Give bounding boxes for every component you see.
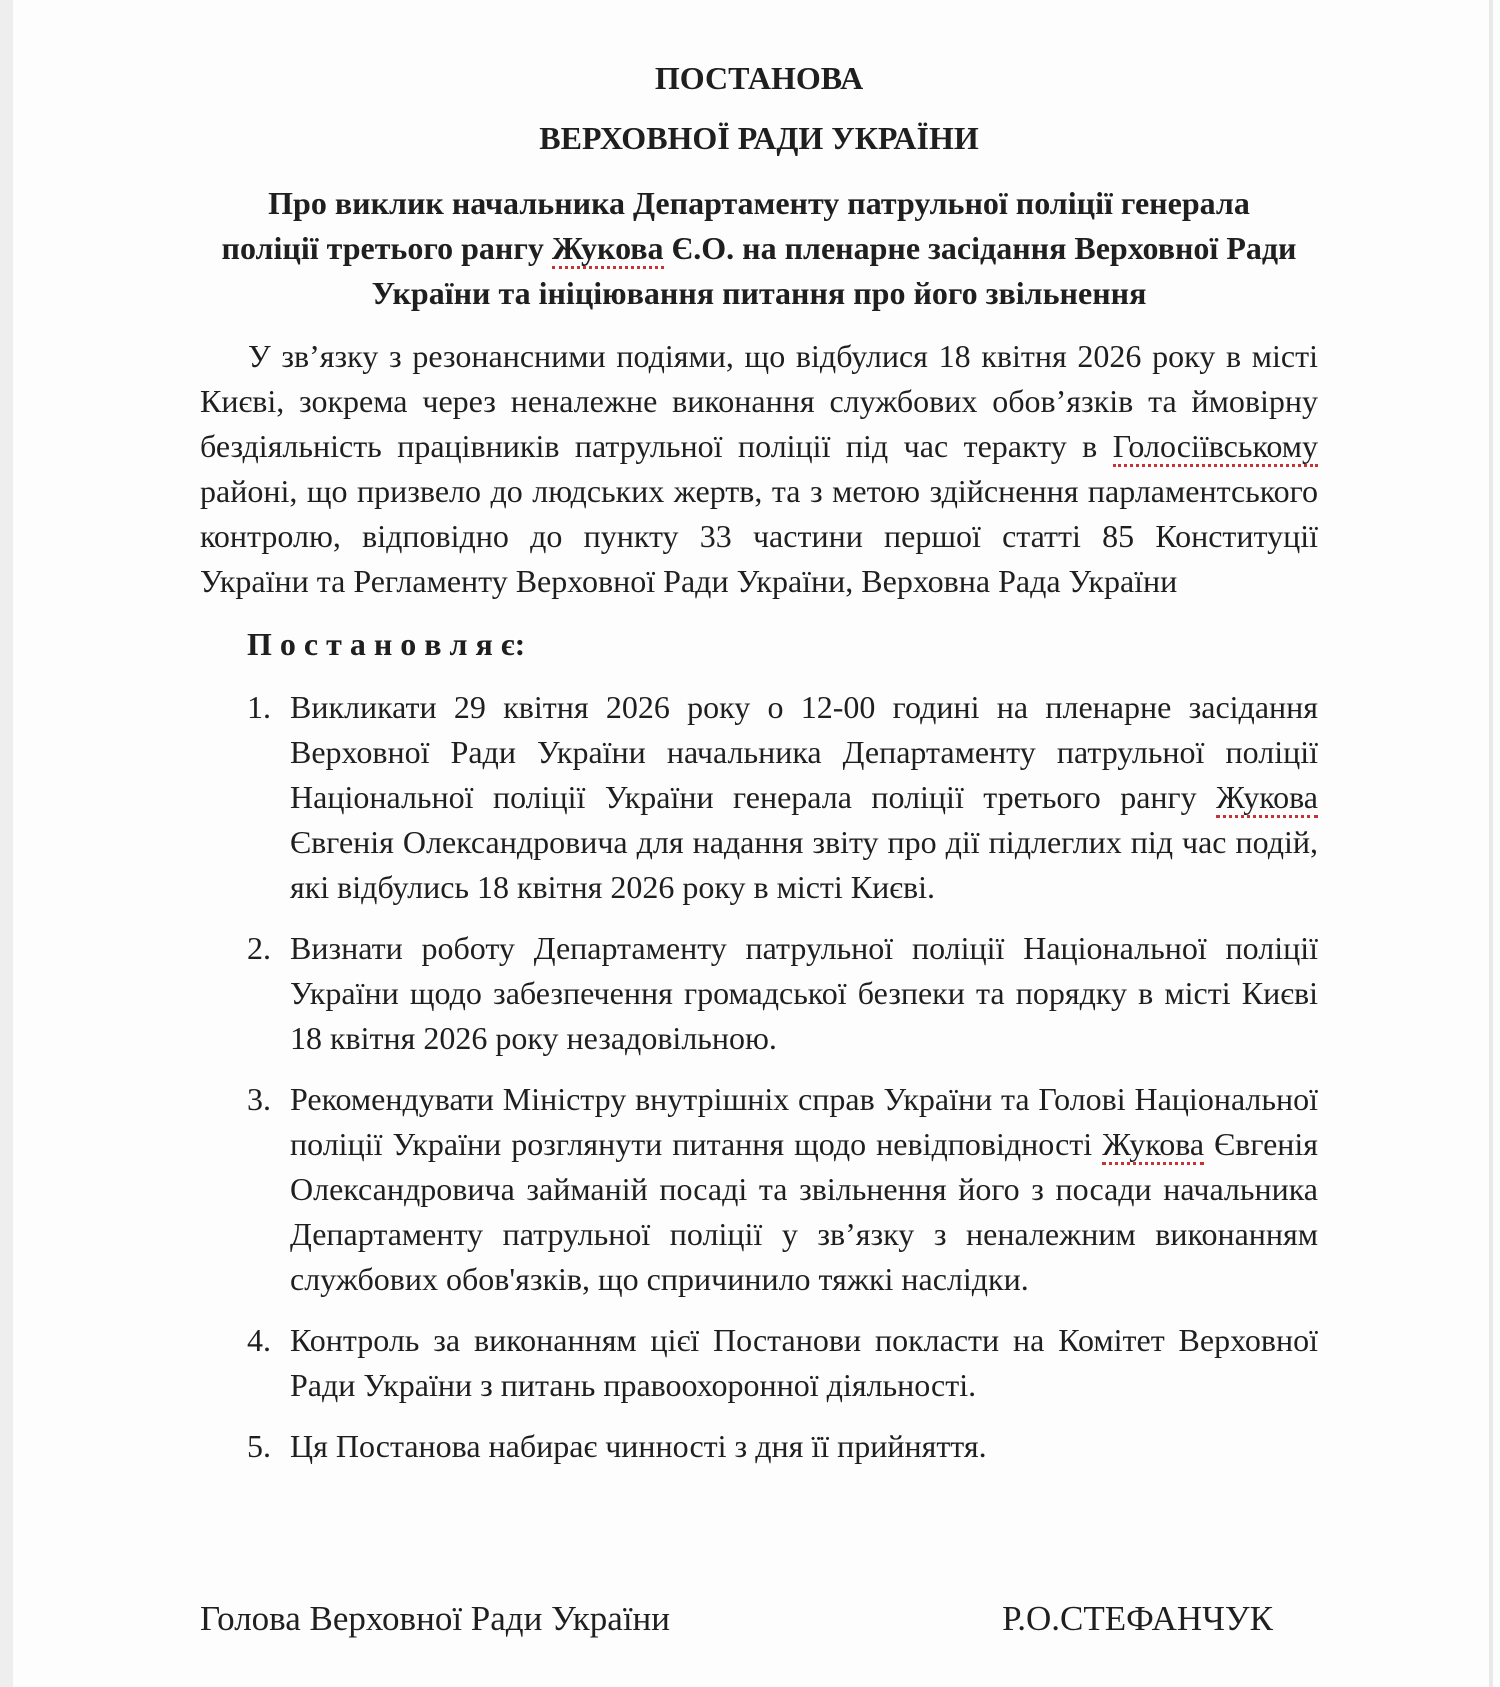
resolution-item (247, 1318, 1318, 1408)
text-segment: Викликати 29 квітня 2026 року о 12-00 годині на пленарне засідання (290, 689, 1318, 725)
text-line (290, 1363, 1318, 1408)
text-line (290, 775, 1318, 820)
resolution-document (200, 0, 1318, 1469)
item-text (290, 1077, 1318, 1302)
resolution-item (247, 1077, 1318, 1302)
item-text (290, 685, 1318, 910)
text-line (200, 226, 1318, 271)
signature-title: Голова Верховної Ради України (200, 1599, 671, 1638)
spellcheck-underlined-word: Голосіївському (1113, 428, 1318, 467)
text-segment: контролю, відповідно до пункту 33 частини першої статті 85 Конституції (200, 518, 1318, 554)
text-line (290, 820, 1318, 865)
text-segment: Ця Постанова набирає чинності з дня її прийняття. (290, 1428, 987, 1464)
item-number: 4. (247, 1322, 271, 1358)
text-segment: Про виклик начальника Департаменту патрульної поліції генерала (268, 185, 1250, 221)
text-segment: Департаменту патрульної поліції у зв’язку з неналежним виконанням (290, 1216, 1318, 1252)
text-segment: Є.О. на пленарне засідання Верховної Ради (663, 230, 1297, 266)
text-segment: які відбулись 18 квітня 2026 року в місті Києві. (290, 869, 935, 905)
document-subtitle: ВЕРХОВНОЇ РАДИ УКРАЇНИ (539, 120, 979, 156)
text-line (290, 1077, 1318, 1122)
text-line (290, 1318, 1318, 1363)
item-number: 1. (247, 689, 271, 725)
document-heading (200, 181, 1318, 316)
text-segment: Рекомендувати Міністру внутрішніх справ України та Голові Національної (290, 1081, 1318, 1117)
text-line (200, 334, 1318, 379)
text-segment: службових обов'язків, що спричинило тяжкі наслідки. (290, 1261, 1029, 1297)
text-line (290, 926, 1318, 971)
text-line (290, 1167, 1318, 1212)
text-line (290, 730, 1318, 775)
text-line (290, 1424, 1318, 1469)
text-line (290, 1212, 1318, 1257)
resolve-label: П о с т а н о в л я є: (247, 626, 526, 662)
spellcheck-underlined-word: Жукова (1102, 1126, 1204, 1165)
text-segment: поліції третього рангу (221, 230, 552, 266)
spellcheck-underlined-word: Жукова (1216, 779, 1318, 818)
text-line (290, 1016, 1318, 1061)
resolution-item (247, 685, 1318, 910)
text-line (290, 865, 1318, 910)
item-number: 5. (247, 1428, 271, 1464)
text-segment: Контроль за виконанням цієї Постанови покласти на Комітет Верховної (290, 1322, 1318, 1358)
text-segment: поліції України розглянути питання щодо невідповідності (290, 1126, 1103, 1162)
text-segment: Євгенія (1204, 1126, 1319, 1162)
text-segment: України щодо забезпечення громадської безпеки та порядку в місті Києві (290, 975, 1318, 1011)
item-number: 3. (247, 1081, 271, 1117)
text-segment: Києві, зокрема через неналежне виконання службових обов’язків та ймовірну (200, 383, 1318, 419)
item-number: 2. (247, 930, 271, 966)
page-left-edge-shading (0, 0, 13, 1687)
text-line (290, 1122, 1318, 1167)
text-line (200, 271, 1318, 316)
text-segment: 18 квітня 2026 року незадовільною. (290, 1020, 777, 1056)
text-segment: бездіяльність працівників патрульної поліції під час теракту в (200, 428, 1113, 464)
text-segment: Визнати роботу Департаменту патрульної поліції Національної поліції (290, 930, 1318, 966)
text-line (200, 181, 1318, 226)
signature-row (200, 1596, 1273, 1641)
resolution-item (247, 1424, 1318, 1469)
intro-paragraph (200, 334, 1318, 604)
text-segment: районі, що призвело до людських жертв, та з метою здійснення парламентського (200, 473, 1318, 509)
item-text (290, 926, 1318, 1061)
text-segment: України та Регламенту Верховної Ради України, Верховна Рада України (200, 563, 1178, 599)
text-line (200, 559, 1318, 604)
text-segment: У зв’язку з резонансними подіями, що відбулися 18 квітня 2026 року в місті (248, 338, 1318, 374)
item-text (290, 1424, 1318, 1469)
text-line (290, 1257, 1318, 1302)
text-line (200, 379, 1318, 424)
resolution-list (247, 685, 1318, 1469)
text-segment: Євгенія Олександровича для надання звіту про дії підлеглих під час подій, (290, 824, 1318, 860)
text-line (290, 685, 1318, 730)
text-line (200, 514, 1318, 559)
text-segment: Ради України з питань правоохоронної діяльності. (290, 1367, 977, 1403)
document-title: ПОСТАНОВА (654, 60, 864, 96)
text-segment: Олександровича займаній посаді та звільнення його з посади начальника (290, 1171, 1318, 1207)
text-segment: Верховної Ради України начальника Департаменту патрульної поліції (290, 734, 1318, 770)
text-segment: Національної поліції України генерала поліції третього рангу (290, 779, 1217, 815)
spellcheck-underlined-word: Жукова (552, 230, 664, 269)
text-line (290, 971, 1318, 1016)
signature-name: Р.О.СТЕФАНЧУК (1002, 1599, 1273, 1638)
text-line (200, 469, 1318, 514)
text-segment: України та ініціювання питання про його звільнення (371, 275, 1147, 311)
page-right-edge-shading (1489, 0, 1493, 1687)
item-text (290, 1318, 1318, 1408)
resolution-item (247, 926, 1318, 1061)
text-line (200, 424, 1318, 469)
